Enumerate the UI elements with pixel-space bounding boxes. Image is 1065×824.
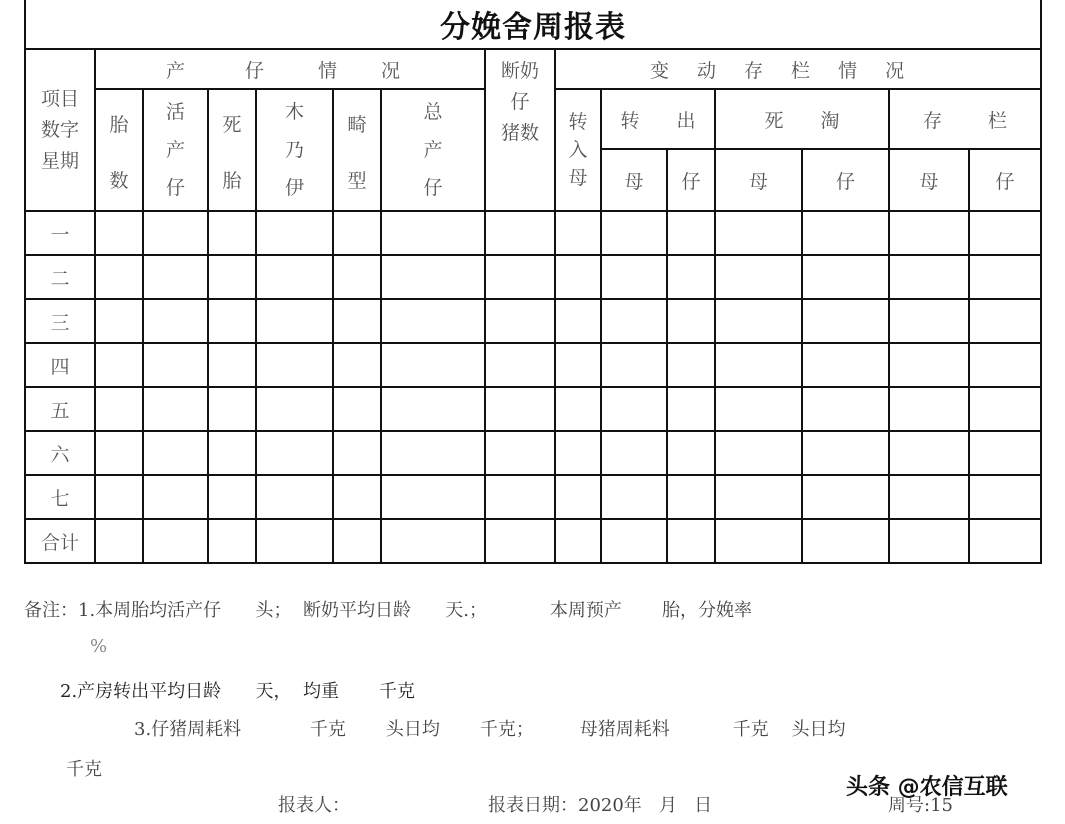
data-cell[interactable] (715, 387, 802, 431)
data-cell[interactable] (715, 343, 802, 387)
note-line-3-cont: 千克 (66, 759, 102, 780)
report-date-label: 报表日期：2020年 月 日 (488, 795, 713, 816)
weaning-header (485, 49, 555, 211)
table-row (25, 255, 1041, 299)
data-cell[interactable] (95, 519, 143, 563)
note-line-1: 备注：1.本周胎均活产仔 头； 断奶平均日龄 天.； 本周预产 胎，分娩率 (24, 600, 752, 621)
data-cell[interactable] (381, 343, 485, 387)
data-cell[interactable] (485, 431, 555, 475)
data-cell[interactable] (555, 475, 601, 519)
data-cell[interactable] (802, 519, 889, 563)
col-header-char: 出 (676, 109, 696, 132)
data-cell[interactable] (667, 299, 715, 343)
table-row (25, 343, 1041, 387)
col-header-char: 存 (923, 109, 943, 132)
data-cell[interactable] (208, 255, 256, 299)
col-header-line: 乃 (284, 139, 304, 161)
data-cell[interactable] (969, 431, 1041, 475)
production-group-header (95, 49, 485, 89)
col-header-line: 胎 (222, 170, 242, 192)
data-cell[interactable] (143, 519, 208, 563)
table-row (25, 299, 1041, 343)
col-header-char: 栏 (988, 109, 1008, 132)
data-cell[interactable] (143, 475, 208, 519)
weaning-line: 断奶 (500, 60, 539, 82)
data-cell[interactable] (601, 387, 667, 431)
data-cell[interactable] (555, 211, 601, 255)
col-header-line: 转 (568, 111, 588, 133)
row-label: 一 (25, 211, 95, 255)
table-row (25, 211, 1041, 255)
data-cell[interactable] (381, 475, 485, 519)
group-char: 栏 (791, 59, 811, 82)
data-cell[interactable] (715, 299, 802, 343)
weekly-report-table (24, 0, 1042, 564)
watermark: 头条 @农信互联 (846, 775, 1008, 800)
row-label: 合计 (25, 519, 95, 563)
data-cell[interactable] (555, 255, 601, 299)
data-cell[interactable] (95, 343, 143, 387)
col-header-char: 淘 (820, 109, 840, 132)
note-line-3: 3.仔猪周耗料 千克 头日均 千克； 母猪周耗料 千克 头日均 (134, 719, 846, 740)
reporter-label: 报表人： (278, 795, 350, 816)
row-label: 七 (25, 475, 95, 519)
col-header-line: 产 (423, 139, 443, 161)
data-cell[interactable] (95, 431, 143, 475)
data-cell[interactable] (485, 475, 555, 519)
data-cell[interactable] (208, 475, 256, 519)
col-header-line: 仔 (423, 177, 443, 199)
sub-header-sow: 母 (601, 149, 667, 211)
row-header-cell (25, 49, 95, 211)
data-cell[interactable] (208, 343, 256, 387)
group-char: 变 (650, 59, 670, 82)
data-cell[interactable] (667, 387, 715, 431)
data-cell[interactable] (95, 299, 143, 343)
col-header-char: 死 (764, 109, 784, 132)
data-cell[interactable] (143, 211, 208, 255)
data-cell[interactable] (601, 255, 667, 299)
row-header-line: 数字 (40, 118, 79, 141)
group-char: 情 (838, 59, 858, 82)
col-header-line: 型 (347, 170, 367, 192)
row-label: 四 (25, 343, 95, 387)
sub-header-piglet: 仔 (667, 149, 715, 211)
data-cell[interactable] (256, 475, 333, 519)
group-char: 况 (885, 59, 905, 82)
data-cell[interactable] (715, 475, 802, 519)
data-cell[interactable] (143, 387, 208, 431)
group-char: 况 (381, 59, 401, 82)
data-cell[interactable] (381, 387, 485, 431)
data-cell[interactable] (256, 431, 333, 475)
data-cell[interactable] (485, 343, 555, 387)
data-cell[interactable] (333, 343, 381, 387)
group-char: 动 (697, 59, 717, 82)
col-header-live-born (143, 89, 208, 211)
data-cell[interactable] (969, 475, 1041, 519)
group-char: 存 (744, 59, 764, 82)
data-cell[interactable] (969, 519, 1041, 563)
data-cell[interactable] (208, 387, 256, 431)
data-cell[interactable] (333, 255, 381, 299)
data-cell[interactable] (95, 211, 143, 255)
data-cell[interactable] (333, 299, 381, 343)
sub-header-piglet: 仔 (969, 149, 1041, 211)
row-label: 二 (25, 255, 95, 299)
data-cell[interactable] (802, 431, 889, 475)
data-cell[interactable] (889, 475, 969, 519)
data-cell[interactable] (715, 431, 802, 475)
data-cell[interactable] (667, 519, 715, 563)
data-cell[interactable] (143, 299, 208, 343)
data-cell[interactable] (601, 343, 667, 387)
data-cell[interactable] (889, 387, 969, 431)
note-line-2: 2.产房转出平均日龄 天， 均重 千克 (60, 681, 415, 702)
data-cell[interactable] (555, 299, 601, 343)
col-header-stillborn (208, 89, 256, 211)
data-cell[interactable] (802, 387, 889, 431)
data-cell[interactable] (601, 211, 667, 255)
col-header-line: 伊 (284, 177, 304, 199)
data-cell[interactable] (802, 255, 889, 299)
data-cell[interactable] (208, 299, 256, 343)
data-cell[interactable] (256, 387, 333, 431)
data-cell[interactable] (256, 343, 333, 387)
data-cell[interactable] (208, 211, 256, 255)
group-char: 产 (166, 59, 186, 82)
data-cell[interactable] (969, 343, 1041, 387)
data-cell[interactable] (95, 387, 143, 431)
data-cell[interactable] (333, 211, 381, 255)
data-cell[interactable] (555, 431, 601, 475)
page-title: 分娩舍周报表 (25, 0, 1041, 49)
data-cell[interactable] (969, 387, 1041, 431)
data-cell[interactable] (208, 519, 256, 563)
col-header-litters (95, 89, 143, 211)
data-cell[interactable] (485, 387, 555, 431)
weaning-line: 仔 (510, 91, 530, 113)
table-row (25, 519, 1041, 563)
data-cell[interactable] (333, 519, 381, 563)
data-cell[interactable] (969, 211, 1041, 255)
col-header-transfer-out (601, 89, 715, 149)
data-cell[interactable] (555, 387, 601, 431)
data-cell[interactable] (143, 255, 208, 299)
note-line-1-cont: % (90, 636, 108, 657)
table-row (25, 431, 1041, 475)
data-cell[interactable] (802, 299, 889, 343)
col-header-line: 木 (284, 101, 304, 123)
data-cell[interactable] (889, 211, 969, 255)
data-cell[interactable] (381, 431, 485, 475)
row-header-line: 星期 (40, 149, 79, 172)
data-cell[interactable] (969, 299, 1041, 343)
group-char: 仔 (245, 59, 265, 82)
sub-header-sow: 母 (889, 149, 969, 211)
data-cell[interactable] (333, 475, 381, 519)
data-cell[interactable] (802, 475, 889, 519)
col-header-line: 数 (109, 170, 129, 192)
col-header-line: 活 (165, 101, 185, 123)
data-cell[interactable] (256, 299, 333, 343)
col-header-line: 死 (222, 114, 242, 136)
data-cell[interactable] (381, 519, 485, 563)
col-header-transfer-in-sow (555, 89, 601, 211)
data-cell[interactable] (889, 431, 969, 475)
sub-header-piglet: 仔 (802, 149, 889, 211)
col-header-line: 畸 (347, 114, 367, 136)
data-cell[interactable] (95, 255, 143, 299)
col-header-deformed (333, 89, 381, 211)
data-cell[interactable] (555, 519, 601, 563)
data-cell[interactable] (889, 343, 969, 387)
data-cell[interactable] (715, 255, 802, 299)
col-header-total-born (381, 89, 485, 211)
data-cell[interactable] (381, 211, 485, 255)
data-cell[interactable] (969, 255, 1041, 299)
col-header-death-cull (715, 89, 889, 149)
data-cell[interactable] (333, 387, 381, 431)
col-header-line: 胎 (109, 114, 129, 136)
data-cell[interactable] (333, 431, 381, 475)
data-cell[interactable] (889, 255, 969, 299)
data-cell[interactable] (715, 211, 802, 255)
data-cell[interactable] (485, 519, 555, 563)
data-cell[interactable] (485, 211, 555, 255)
change-group-header (555, 49, 1041, 89)
data-cell[interactable] (667, 255, 715, 299)
data-cell[interactable] (601, 519, 667, 563)
data-cell[interactable] (889, 299, 969, 343)
row-header-line: 项目 (40, 87, 79, 110)
data-cell[interactable] (256, 255, 333, 299)
data-cell[interactable] (601, 431, 667, 475)
week-number: 周号:15 (888, 795, 953, 816)
data-cell[interactable] (889, 519, 969, 563)
data-cell[interactable] (256, 211, 333, 255)
sub-header-sow: 母 (715, 149, 802, 211)
data-cell[interactable] (601, 299, 667, 343)
col-header-char: 转 (620, 109, 640, 132)
table-row (25, 387, 1041, 431)
data-cell[interactable] (208, 431, 256, 475)
data-cell[interactable] (381, 255, 485, 299)
data-cell[interactable] (381, 299, 485, 343)
data-cell[interactable] (802, 211, 889, 255)
col-header-line: 入 (568, 139, 588, 161)
data-cell[interactable] (485, 299, 555, 343)
data-cell[interactable] (667, 431, 715, 475)
col-header-line: 产 (165, 139, 185, 161)
group-char: 情 (318, 59, 338, 82)
col-header-line: 总 (423, 101, 443, 123)
data-cell[interactable] (667, 475, 715, 519)
data-cell[interactable] (485, 255, 555, 299)
row-label: 三 (25, 299, 95, 343)
data-cell[interactable] (555, 343, 601, 387)
data-cell[interactable] (143, 431, 208, 475)
data-cell[interactable] (601, 475, 667, 519)
col-header-inventory (889, 89, 1041, 149)
col-header-line: 仔 (165, 177, 185, 199)
data-cell[interactable] (802, 343, 889, 387)
data-cell[interactable] (256, 519, 333, 563)
data-cell[interactable] (143, 343, 208, 387)
weaning-line: 猪数 (500, 122, 539, 144)
table-row (25, 475, 1041, 519)
col-header-mummy (256, 89, 333, 211)
row-label: 六 (25, 431, 95, 475)
data-cell[interactable] (95, 475, 143, 519)
data-cell[interactable] (667, 211, 715, 255)
row-label: 五 (25, 387, 95, 431)
data-cell[interactable] (715, 519, 802, 563)
data-cell[interactable] (667, 343, 715, 387)
col-header-line: 母 (568, 167, 588, 189)
